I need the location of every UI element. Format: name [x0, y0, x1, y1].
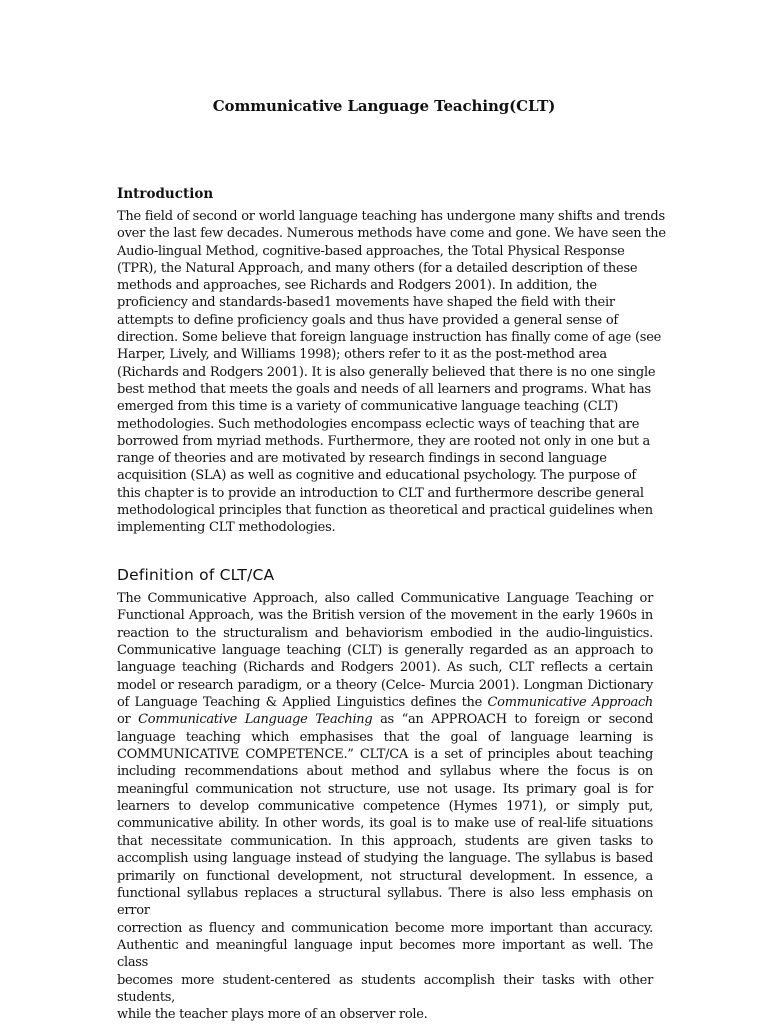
intro-line: Audio-lingual Method, cognitive-based approaches, the Total Physical Response — [117, 243, 625, 259]
intro-line: borrowed from myriad methods. Furthermore, they are rooted not only in one but a — [117, 433, 651, 449]
intro-line: (Richards and Rodgers 2001). It is also generally believed that there is no one single — [117, 364, 656, 380]
def-line: COMMUNICATIVE COMPETENCE.” CLT/CA is a set of principles about teaching — [117, 747, 653, 763]
def-line: learners to develop communicative competence (Hymes 1971), or simply put, — [117, 799, 653, 815]
intro-line: attempts to define proficiency goals and thus have provided a general sense of — [117, 312, 618, 328]
intro-line: The field of second or world language teaching has undergone many shifts and trends — [117, 209, 665, 224]
def-line: primarily on functional development, not structural development. In essence, a — [117, 868, 653, 884]
def-line: becomes more student-centered as students accomplish their tasks with other students, — [117, 972, 653, 1005]
def-line: The Communicative Approach, also called Communicative Language Teaching or — [117, 591, 653, 606]
def-text: as “an APPROACH to foreign or second — [380, 712, 653, 728]
intro-line: direction. Some believe that foreign language instruction has finally come of age (see — [117, 330, 662, 346]
def-italic-term: Communicative Language Teaching — [138, 712, 373, 728]
def-line: Functional Approach, was the British version of the movement in the early 1960s in — [117, 608, 653, 624]
intro-line: Harper, Lively, and Williams 1998); others refer to it as the post-method area — [117, 347, 607, 363]
def-line: communicative ability. In other words, its goal is to make use of real-life situations — [117, 816, 653, 832]
intro-line: methodologies. Such methodologies encompass eclectic ways of teaching that are — [117, 416, 640, 432]
def-line: correction as fluency and communication become more important than accuracy. — [117, 920, 653, 936]
def-line: including recommendations about method and syllabus where the focus is on — [117, 764, 653, 780]
def-line: language teaching which emphasises that the goal of language learning is — [117, 729, 653, 745]
def-line: Authentic and meaningful language input becomes more important as well. The class — [117, 937, 653, 971]
intro-line: best method that meets the goals and needs of all learners and programs. What has — [117, 381, 651, 397]
definition-heading: Definition of CLT/CA — [117, 566, 275, 584]
def-text: or — [117, 712, 131, 728]
intro-line: methodological principles that function as theoretical and practical guidelines when — [117, 503, 653, 519]
def-line: meaningful communication not structure, use not usage. Its primary goal is for — [117, 781, 653, 797]
document-title: Communicative Language Teaching(CLT) — [212, 97, 556, 115]
intro-line: range of theories and are motivated by research findings in second language — [117, 451, 607, 467]
introduction-paragraph — [117, 208, 666, 537]
def-line: accomplish using language instead of studying the language. The syllabus is based — [117, 851, 653, 867]
definition-paragraph — [117, 590, 653, 1024]
intro-line: this chapter is to provide an introduction to CLT and furthermore describe general — [117, 485, 644, 501]
intro-line: emerged from this time is a variety of communicative language teaching (CLT) — [117, 399, 619, 415]
intro-line: (TPR), the Natural Approach, and many others (for a detailed description of these — [117, 260, 638, 276]
def-line-with-italic — [117, 711, 653, 728]
intro-line: implementing CLT methodologies. — [117, 520, 336, 536]
def-line-with-italic — [117, 694, 653, 711]
def-line: while the teacher plays more of an observer role. — [117, 1007, 428, 1023]
intro-line: methods and approaches, see Richards and Rodgers 2001). In addition, the — [117, 278, 597, 294]
def-line: functional syllabus replaces a structural syllabus. There is also less emphasis on error — [117, 885, 653, 919]
def-line: reaction to the structuralism and behaviorism embodied in the audio-linguistics. — [117, 625, 653, 641]
intro-line: proficiency and standards-based1 movements have shaped the field with their — [117, 295, 615, 311]
def-line: Communicative language teaching (CLT) is generally regarded as an approach to — [117, 643, 653, 659]
def-line: model or research paradigm, or a theory (Celce- Murcia 2001). Longman Dictionary — [117, 677, 653, 693]
def-italic-term: Communicative Approach — [487, 695, 653, 711]
introduction-heading: Introduction — [117, 186, 214, 202]
def-line: that necessitate communication. In this approach, students are given tasks to — [117, 833, 653, 849]
intro-line: acquisition (SLA) as well as cognitive and educational psychology. The purpose of — [117, 468, 636, 484]
def-text: of Language Teaching & Applied Linguistics defines the — [117, 695, 482, 711]
intro-line: over the last few decades. Numerous methods have come and gone. We have seen the — [117, 226, 666, 242]
def-line: language teaching (Richards and Rodgers 2001). As such, CLT reflects a certain — [117, 660, 653, 676]
